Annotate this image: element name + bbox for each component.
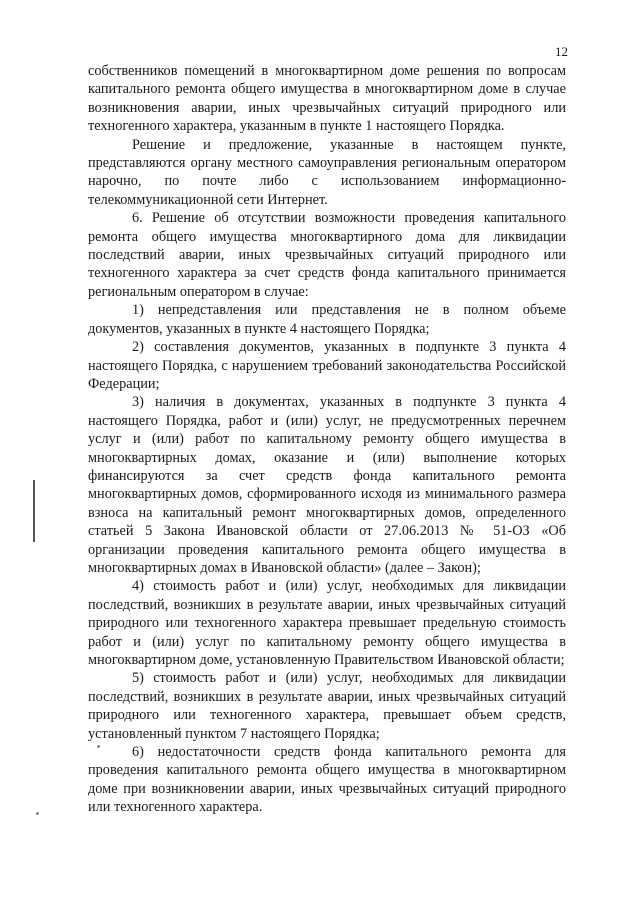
list-item-6: 6) недостаточности средств фонда капитального ремонта для проведения капитального ремонта общего имущества в многоквартирном доме при возникновении аварии, иных чрезвычайных ситуаций природного или техногенного характера. xyxy=(88,744,566,816)
paragraph-item-6: 6. Решение об отсутствии возможности проведения капитального ремонта общего имущества многоквартирного дома для ликвидации последствий аварии, иных чрезвычайных ситуаций природного или техногенного характера за счет средств фонда капитального принимается региональным оператором в случае: xyxy=(88,210,566,300)
paragraph-decision-proposal: Решение и предложение, указанные в настоящем пункте, представляются органу местного самоуправления региональным оператором нарочно, по почте либо с использованием информационно-телекоммуникационной сети Интернет. xyxy=(88,136,566,208)
margin-mark xyxy=(33,480,35,542)
list-item-4: 4) стоимость работ и (или) услуг, необходимых для ликвидации последствий, возникших в результате аварии, иных чрезвычайных ситуаций природного или техногенного характера превышает предельную стоимость работ и (или) услуг по капитальному ремонту общего имущества в многоквартирном доме, установленную Правительством Ивановской области; xyxy=(88,578,566,668)
paragraph-continuation: собственников помещений в многоквартирном доме решения по вопросам капитального ремонта общего имущества в многоквартирном доме в случае возникновения аварии, иных чрезвычайных ситуаций природного или техногенного характера, указанным в пункте 1 настоящего Порядка. xyxy=(88,63,566,135)
page-number: 12 xyxy=(555,44,568,59)
list-item-5: 5) стоимость работ и (или) услуг, необходимых для ликвидации последствий, возникших в результате аварии, иных чрезвычайных ситуаций природного или техногенного характера, превышает объем средств, установленный пунктом 7 настоящего Порядка; xyxy=(88,670,566,742)
scan-dot xyxy=(36,812,39,815)
document-body xyxy=(88,62,566,817)
list-item-1: 1) непредставления или представления не в полном объеме документов, указанных в пункте 4 настоящего Порядка; xyxy=(88,302,566,337)
list-item-3: 3) наличия в документах, указанных в подпункте 3 пункта 4 настоящего Порядка, работ и (или) услуг, не предусмотренных перечнем услуг и (или) работ по капитальному ремонту общего имущества в многоквартирных домах, оказание и (или) выполнение которых финансируются за счет средств фонда капитального ремонта многоквартирных домов, сформированного исходя из минимального размера взноса на капитальный ремонт многоквартирных домов, определенного статьей 5 Закона Ивановской области от 27.06.2013 № 51-ОЗ «Об организации проведения капитального ремонта общего имущества в многоквартирных домах в Ивановской области» (далее – Закон); xyxy=(88,394,566,576)
list-item-2: 2) составления документов, указанных в подпункте 3 пункта 4 настоящего Порядка, с нарушением требований законодательства Российской Федерации; xyxy=(88,339,566,392)
